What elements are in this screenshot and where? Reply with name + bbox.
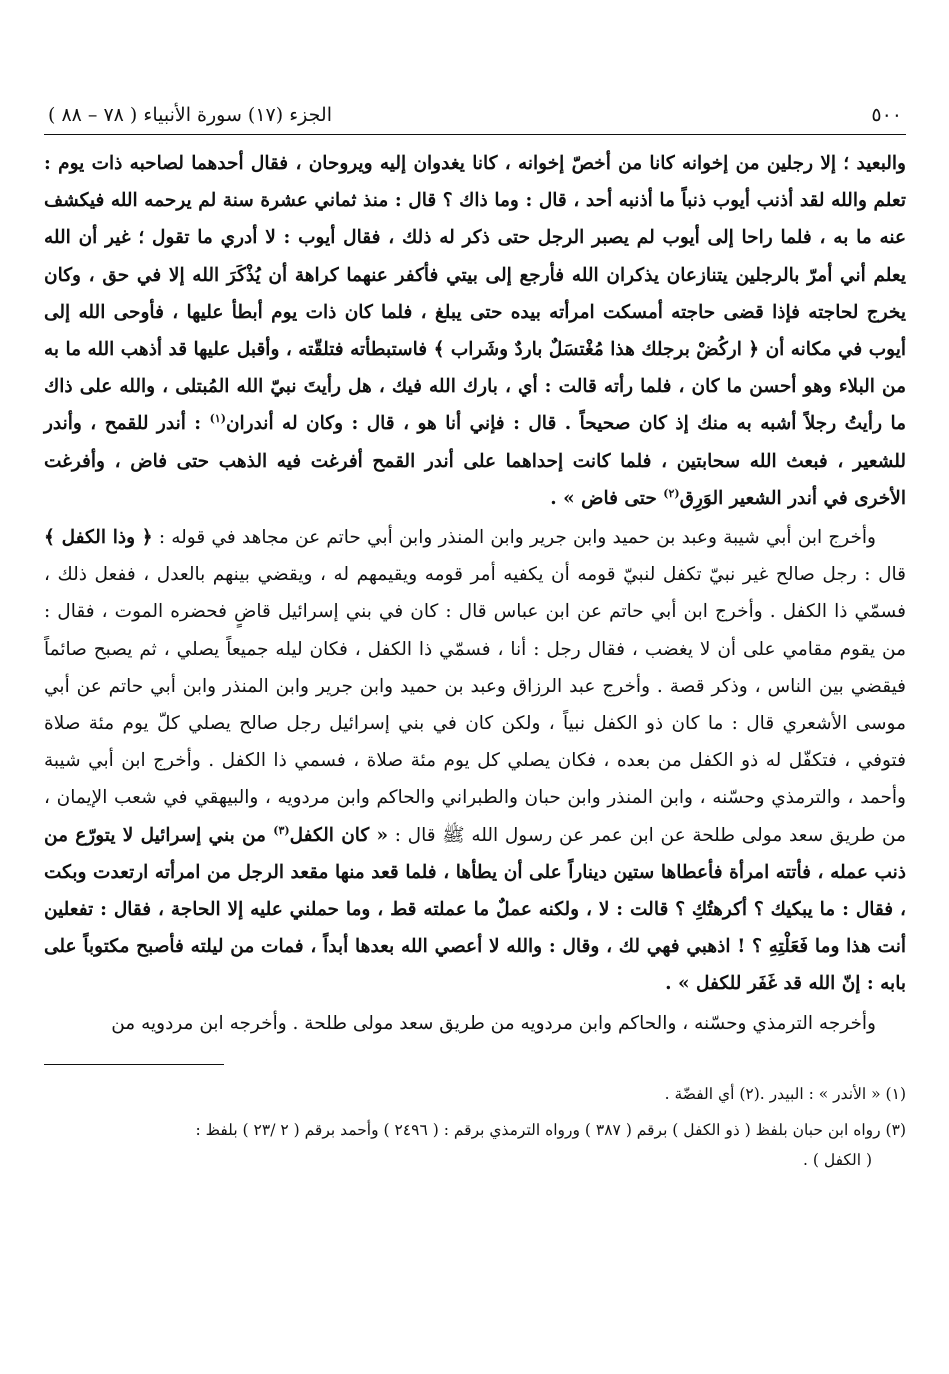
- footnote-3-line-1: (٣) رواه ابن حبان بلفظ ( ذو الكفل ) برقم ( ٣٨٧ ) ورواه الترمذي برقم : ( ٢٤٩٦ ) وأحمد برقم ( ٢ /٢٣ ) بلفظ :: [195, 1120, 906, 1139]
- footnote-1-2: (١) « الأندر » : البيدر .(٢) أي الفضّة .: [664, 1084, 906, 1103]
- paragraph-text: والبعيد ؛ إلا رجلين من إخوانه كانا من أخصّ إخوانه ، كانا يغدوان إليه ويروحان ، فقال أحدهما لصاحبه ذات يوم : تعلم والله لقد أذنب أيوب ذنباً ما أذنبه أحد ، قال : وما ذاك ؟ قال : منذ ثماني عشرة سنة لم يرحمه الله فيكشف عنه ما به ، فلما راحا إلى أيوب لم يصبر الرجل حتى ذكر له ذلك ، فقال أيوب : لا أدري ما تقول ؛ غير أن الله يعلم أني أمرّ بالرجلين يتنازعان يذكران الله فأرجع إلى بيتي فأكفر عنهما كراهة أن يُذْكَرَ الله إلا في حق ، وكان يخرج لحاجته فإذا قضى حاجته أمسكت امرأته بيده حتى يبلغ ، فلما كان ذات يوم أبطأ عليها ، فأوحى الله إلى أيوب في مكانه أن ﴿ اركُضْ برجلك هذا مُغْتسَلٌ باردٌ وشَراب ﴾ فاستبطأته فتلقّته ، وأقبل عليها قد أذهب الله ما به من البلاء وهو أحسن ما كان ، فلما رأته قالت : أي ، بارك الله فيك ، هل رأيتَ نبيّ الله المُبتلى ، والله على ذاك ما رأيتُ رجلاً أشبه به منك إذ كان صحيحاً . قال : فإني أنا هو ، قال : وكان له أندران: [44, 153, 906, 435]
- hadith-quote: « كان الكفل: [289, 824, 389, 846]
- paragraph-text: وأخرجه الترمذي وحسّنه ، والحاكم وابن مردويه من طريق سعد مولى طلحة . وأخرجه ابن مردويه من: [111, 1012, 876, 1034]
- paragraph-text: قال : رجل صالح غير نبيّ تكفل لنبيّ قومه أن يكفيه أمر قومه ويقيمهم له ، ويقضي بينهم بالعدل ، ففعل ذلك ، فسمّي ذا الكفل . وأخرج ابن أبي حاتم عن ابن عباس قال : كان في بني إسرائيل قاضٍ فحضره الموت ، فقال : من يقوم مقامي على أن لا يغضب ، فقال رجل : أنا ، فسمّي ذا الكفل ، فكان ليله جميعاً يصلي ، ثم يصبح صائماً فيقضي بين الناس ، وذكر قصة . وأخرج عبد الرزاق وعبد بن حميد وابن جرير وابن المنذر وابن أبي حاتم عن أبي موسى الأشعري قال : ما كان ذو الكفل نبياً ، ولكن كان في بني إسرائيل رجل صالح يصلي كلّ يوم مئة صلاة فتوفي ، فتكفّل له ذو الكفل من بعده ، فكان يصلي كل يوم مئة صلاة ، فسمي ذا الكفل . وأخرج ابن أبي شيبة وأحمد ، والترمذي وحسّنه ، وابن المنذر وابن حبان والطبراني والحاكم وابن مردويه ، والبيهقي في شعب الإيمان ، من طريق سعد مولى طلحة عن ابن عمر عن رسول الله ﷺ قال :: [44, 564, 906, 846]
- footnote-rule: [44, 1064, 224, 1065]
- running-title: الجزء (١٧) سورة الأنبياء ( ٧٨ – ٨٨ ): [48, 104, 332, 126]
- paragraph-text: حتى فاض » .: [550, 487, 664, 509]
- hadith-quote: من بني إسرائيل لا يتورّع من ذنب عمله ، فأتته امرأة فأعطاها ستين ديناراً على أن يطأها ، فلما قعد منها مقعد الرجل من امرأته ارتعدت وبكت ، فقال : ما يبكيك ؟ أكرهتُكِ ؟ قالت : لا ، ولكنه عملٌ ما عملته قط ، وما حملني عليه إلا الحاجة ، فقال : تفعلين أنت هذا وما فَعَلْتِهِ ؟ ! اذهبي فهي لك ، وقال : والله لا أعصي الله بعدها أبداً ، فمات من ليلته فأصبح مكتوباً على بابه : إنّ الله قد غَفَر للكفل » .: [44, 824, 906, 995]
- paragraph-dhul-kifl: [44, 519, 906, 1003]
- page-number: ٥٠٠: [871, 104, 902, 126]
- paragraph-hadith-ayyub: [44, 145, 906, 517]
- running-header: [44, 100, 906, 132]
- header-rule: [44, 134, 906, 135]
- footnote-3: [44, 1115, 906, 1175]
- quran-quote: ﴿ وذا الكفل ﴾: [44, 527, 153, 549]
- footnotes: [44, 1079, 906, 1175]
- body-text: [44, 145, 906, 1042]
- footnote-ref-1[interactable]: (١): [209, 412, 226, 426]
- footnote-ref-2[interactable]: (٢): [663, 486, 680, 500]
- footnote-3-line-2: ( الكفل ) .: [803, 1150, 872, 1169]
- paragraph-text: وأخرج ابن أبي شيبة وعبد بن حميد وابن جرير وابن المنذر وابن أبي حاتم عن مجاهد في قوله :: [152, 527, 876, 549]
- paragraph-takhrij: [44, 1005, 906, 1042]
- footnote-ref-3[interactable]: (٣): [273, 823, 290, 837]
- paragraph-text: : أندر للقمح ، وأندر للشعير ، فبعث الله سحابتين ، فلما كانت إحداهما على أندر القمح أفرغت فيه الذهب حتى فاض ، وأفرغت الأخرى في أندر الشعير الوَرِق: [44, 413, 906, 509]
- document-page: [44, 100, 906, 1175]
